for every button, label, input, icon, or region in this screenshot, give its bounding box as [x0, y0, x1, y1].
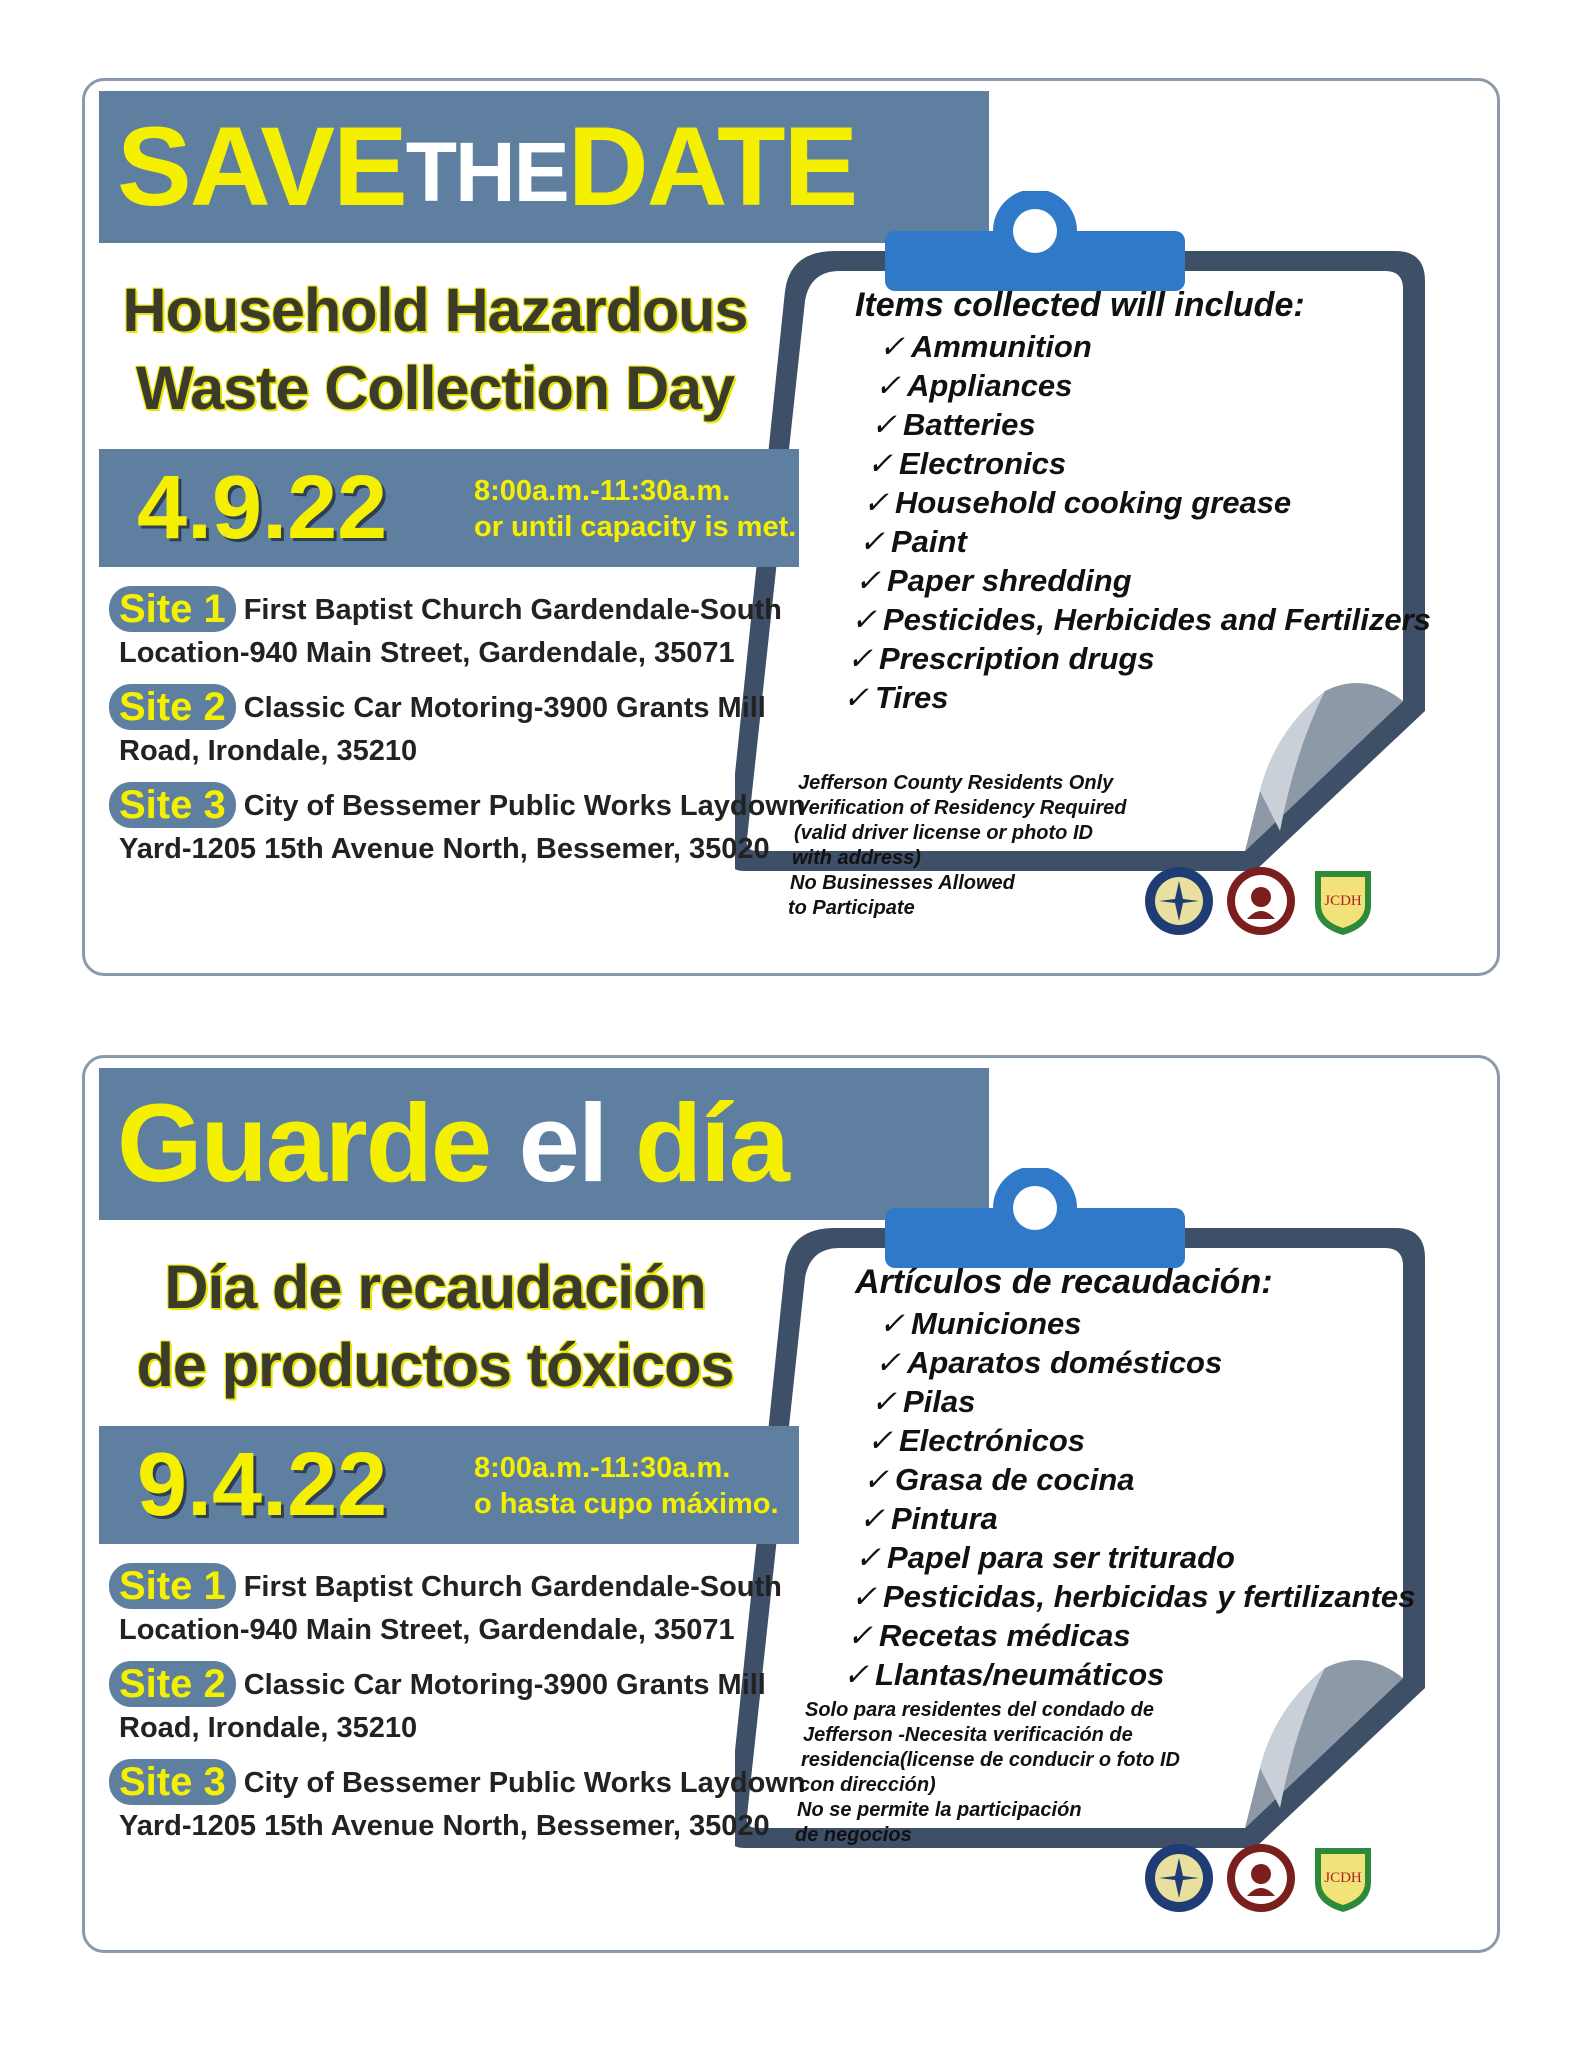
residency-notice: Jefferson County Residents Only Verification of Residency Required (valid driver license or photo ID with address) No Businesses Allowed to Participate	[788, 772, 1127, 919]
site-address: Location-940 Main Street, Gardendale, 35071	[119, 637, 735, 669]
check-icon: ✓	[875, 1345, 901, 1380]
site-address: Yard-1205 15th Avenue North, Bessemer, 35020	[119, 1810, 770, 1842]
site-address: Classic Car Motoring-3900 Grants Mill	[243, 692, 766, 724]
site-badge: Site 2	[109, 1661, 236, 1707]
title-part-el: el	[518, 1082, 607, 1205]
site-entry	[109, 586, 809, 674]
list-item: ✓ Municiones	[879, 1306, 1082, 1341]
list-item: ✓ Electrónicos	[867, 1423, 1086, 1458]
list-item: ✓ Pintura	[859, 1501, 998, 1536]
event-date: 4.9.22	[137, 458, 388, 558]
date-band	[99, 1426, 799, 1544]
time-range: 8:00a.m.-11:30a.m.	[474, 475, 731, 507]
check-icon: ✓	[879, 1306, 905, 1341]
event-date: 9.4.22	[137, 1435, 388, 1535]
event-title	[85, 1248, 785, 1404]
items-heading: Artículos de recaudación:	[855, 1263, 1273, 1301]
site-address: City of Bessemer Public Works Laydown	[243, 790, 806, 822]
list-item: ✓ Electronics	[867, 446, 1067, 481]
list-item: ✓ Paper shredding	[855, 563, 1132, 598]
guarde-el-dia-title	[117, 1068, 788, 1220]
list-item: ✓ Grasa de cocina	[863, 1462, 1135, 1497]
items-list	[843, 1304, 1495, 1694]
check-icon: ✓	[871, 407, 897, 442]
check-icon: ✓	[867, 446, 893, 481]
time-note: o hasta cupo máximo.	[474, 1488, 779, 1520]
event-time	[474, 473, 796, 545]
title-part-dia: día	[634, 1082, 788, 1205]
site-badge: Site 1	[109, 586, 236, 632]
check-icon: ✓	[851, 1579, 877, 1614]
site-address: Road, Irondale, 35210	[119, 735, 418, 767]
site-list	[109, 586, 809, 880]
site-entry	[109, 1563, 809, 1651]
jcdh-logo-icon	[1307, 1842, 1379, 1914]
site-address: Yard-1205 15th Avenue North, Bessemer, 35020	[119, 833, 770, 865]
list-item: ✓ Paint	[859, 524, 967, 559]
list-item: ✓ Appliances	[875, 368, 1073, 403]
list-item: ✓ Prescription drugs	[847, 641, 1155, 676]
title-part-save: SAVE	[117, 104, 406, 229]
check-icon: ✓	[847, 1618, 873, 1653]
english-flyer	[82, 78, 1500, 976]
site-address: Location-940 Main Street, Gardendale, 35071	[119, 1614, 735, 1646]
check-icon: ✓	[855, 563, 881, 598]
check-icon: ✓	[843, 1657, 869, 1692]
site-address: Road, Irondale, 35210	[119, 1712, 418, 1744]
time-note: or until capacity is met.	[474, 511, 797, 543]
site-address: First Baptist Church Gardendale-South	[243, 594, 782, 626]
title-part-guarde: Guarde	[117, 1082, 491, 1205]
site-address: Classic Car Motoring-3900 Grants Mill	[243, 1669, 766, 1701]
time-range: 8:00a.m.-11:30a.m.	[474, 1452, 731, 1484]
check-icon: ✓	[855, 1540, 881, 1575]
check-icon: ✓	[875, 368, 901, 403]
site-badge: Site 3	[109, 1759, 236, 1805]
list-item: ✓ Ammunition	[879, 329, 1092, 364]
site-list	[109, 1563, 809, 1857]
event-title-line: Waste Collection Day	[135, 354, 735, 422]
county-seal-icon	[1143, 1842, 1215, 1914]
jefferson-county-seal-icon	[1225, 865, 1297, 937]
list-item: ✓ Batteries	[871, 407, 1036, 442]
list-item: ✓ Pesticidas, herbicidas y fertilizantes	[851, 1579, 1416, 1614]
site-address: First Baptist Church Gardendale-South	[243, 1571, 782, 1603]
site-entry	[109, 684, 809, 772]
check-icon: ✓	[859, 524, 885, 559]
jefferson-county-seal-icon	[1225, 1842, 1297, 1914]
site-entry	[109, 1661, 809, 1749]
date-band	[99, 449, 799, 567]
items-heading: Items collected will include:	[855, 286, 1305, 324]
list-item: ✓ Tires	[843, 680, 949, 715]
event-title-line: Household Hazardous	[122, 276, 748, 344]
title-part-the: THE	[405, 125, 568, 219]
items-panel	[843, 1260, 1495, 1694]
list-item: ✓ Aparatos domésticos	[875, 1345, 1223, 1380]
list-item: ✓ Pilas	[871, 1384, 976, 1419]
list-item: ✓ Papel para ser triturado	[855, 1540, 1235, 1575]
site-entry	[109, 782, 809, 870]
items-panel	[843, 283, 1495, 717]
residency-notice: Solo para residentes del condado de Jefferson -Necesita verificación de residencia(license de conducir o foto ID con dirección) No se permite la participación de negocios	[795, 1699, 1180, 1846]
list-item: ✓ Llantas/neumáticos	[843, 1657, 1165, 1692]
svg-text:JCDH: JCDH	[1324, 893, 1362, 909]
jcdh-logo-icon	[1307, 865, 1379, 937]
list-item: ✓ Household cooking grease	[863, 485, 1292, 520]
event-time	[474, 1450, 779, 1522]
title-part-date: DATE	[567, 104, 857, 229]
check-icon: ✓	[847, 641, 873, 676]
list-item: ✓ Pesticides, Herbicides and Fertilizers	[851, 602, 1431, 637]
spanish-flyer	[82, 1055, 1500, 1953]
site-address: City of Bessemer Public Works Laydown	[243, 1767, 806, 1799]
site-entry	[109, 1759, 809, 1847]
check-icon: ✓	[867, 1423, 893, 1458]
svg-text:JCDH: JCDH	[1324, 1870, 1362, 1886]
check-icon: ✓	[851, 602, 877, 637]
event-title-line: de productos tóxicos	[136, 1331, 734, 1399]
event-title	[85, 271, 785, 427]
check-icon: ✓	[879, 329, 905, 364]
site-badge: Site 3	[109, 782, 236, 828]
site-badge: Site 2	[109, 684, 236, 730]
check-icon: ✓	[863, 1462, 889, 1497]
list-item: ✓ Recetas médicas	[847, 1618, 1131, 1653]
event-title-line: Día de recaudación	[164, 1253, 706, 1321]
check-icon: ✓	[843, 680, 869, 715]
county-seal-icon	[1143, 865, 1215, 937]
items-list	[843, 327, 1495, 717]
check-icon: ✓	[859, 1501, 885, 1536]
site-badge: Site 1	[109, 1563, 236, 1609]
check-icon: ✓	[871, 1384, 897, 1419]
check-icon: ✓	[863, 485, 889, 520]
